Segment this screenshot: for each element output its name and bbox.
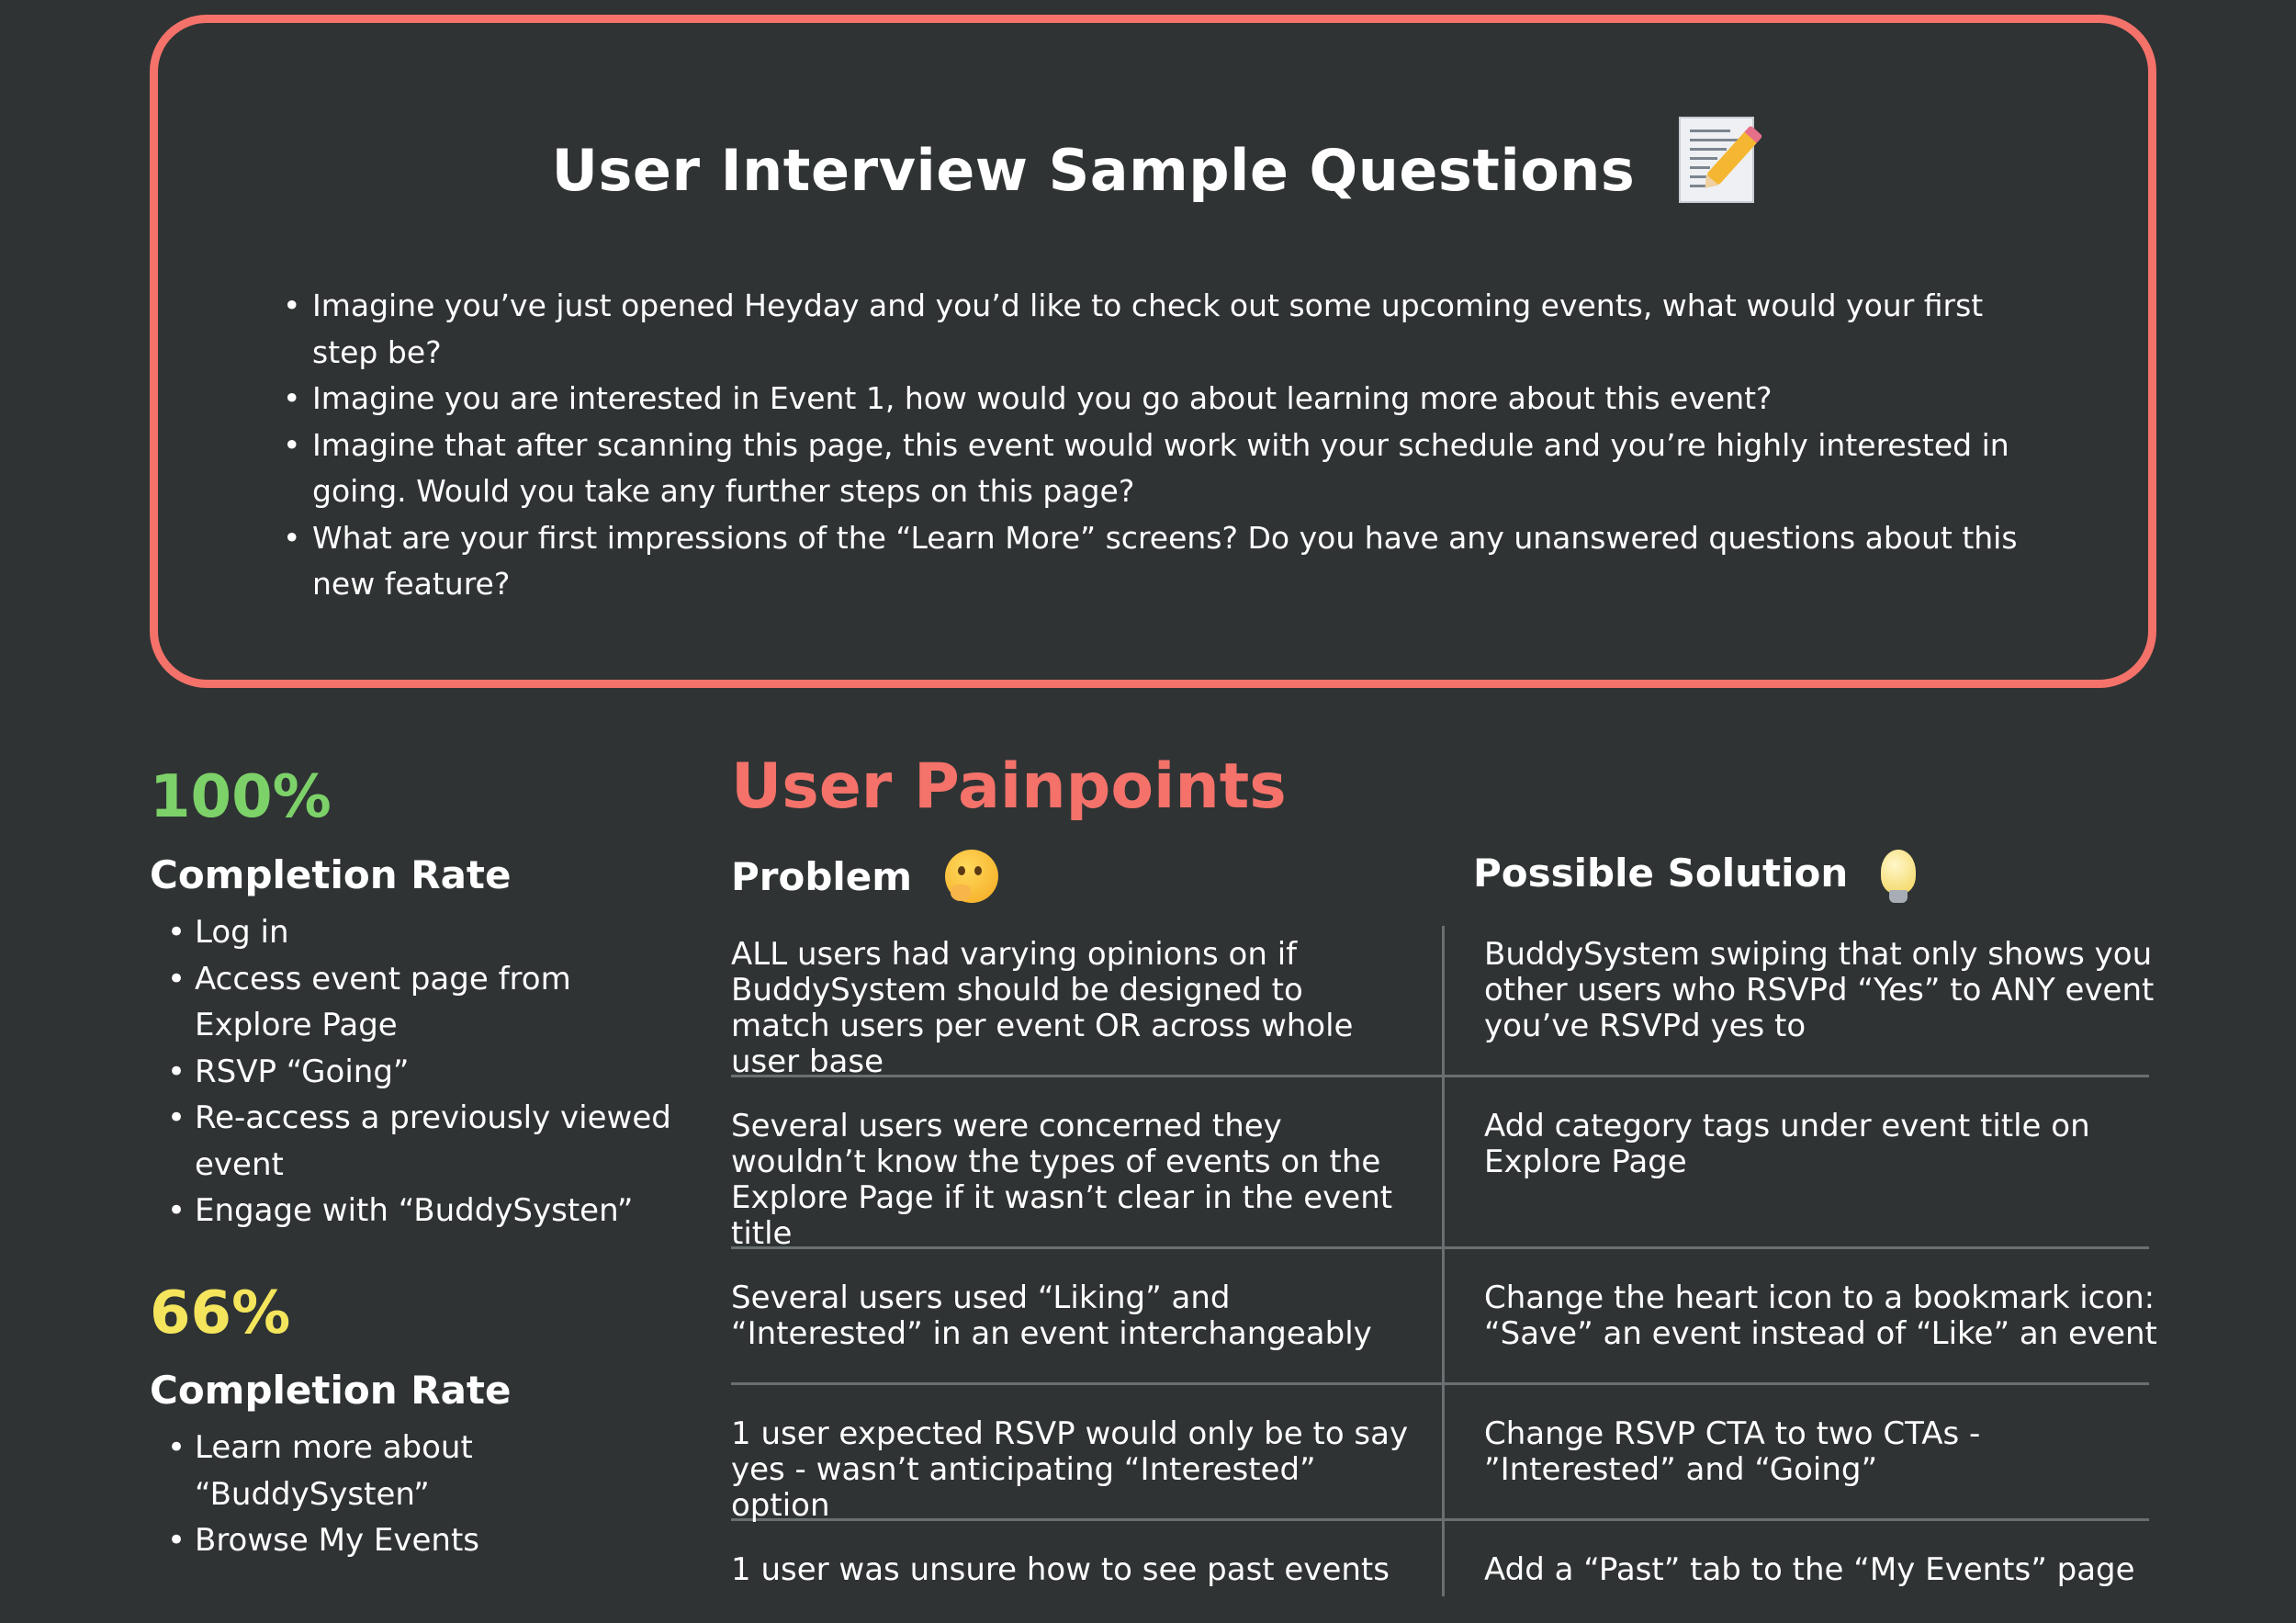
memo-icon bbox=[1679, 117, 1754, 203]
column-divider bbox=[1442, 926, 1445, 1596]
task-item: • Learn more about “BuddySysten” bbox=[195, 1425, 691, 1517]
completion-percent: 100% bbox=[150, 763, 332, 831]
completion-block-66 bbox=[150, 1279, 291, 1347]
task-item: • RSVP “Going” bbox=[195, 1049, 691, 1096]
task-item: • Access event page from Explore Page bbox=[195, 956, 691, 1049]
interview-title-row bbox=[158, 117, 2148, 204]
row-divider bbox=[731, 1382, 2149, 1385]
task-item: • Log in bbox=[195, 909, 691, 956]
question-list bbox=[312, 283, 2030, 608]
completion-label: Completion Rate bbox=[150, 852, 512, 897]
question-item: • Imagine you’ve just opened Heyday and you’d like to check out some upcoming events, what would your first step be? bbox=[312, 283, 2030, 376]
solution-cell: Add a “Past” tab to the “My Events” page bbox=[1484, 1551, 2135, 1588]
completion-block-100 bbox=[150, 763, 332, 831]
problem-cell: Several users used “Liking” and “Interested” in an event interchangeably bbox=[731, 1279, 1372, 1352]
solution-cell: Change the heart icon to a bookmark icon: “Save” an event instead of “Like” an event bbox=[1484, 1279, 2157, 1352]
solution-header bbox=[1473, 850, 1916, 894]
completion-percent: 66% bbox=[150, 1279, 291, 1347]
question-item: • What are your first impressions of the “Learn More” screens? Do you have any unanswered questions about this new feature? bbox=[312, 515, 2030, 608]
completion-task-list bbox=[195, 909, 691, 1234]
light-bulb-icon bbox=[1881, 850, 1916, 894]
solution-cell: Change RSVP CTA to two CTAs - ”Interested” and “Going” bbox=[1484, 1415, 1981, 1488]
problem-cell: 1 user expected RSVP would only be to say yes - wasn’t anticipating “Interested” option bbox=[731, 1415, 1409, 1524]
completion-label: Completion Rate bbox=[150, 1368, 512, 1413]
solution-header-label: Possible Solution bbox=[1473, 851, 1849, 896]
task-item: • Engage with “BuddySysten” bbox=[195, 1188, 691, 1234]
thinking-face-icon bbox=[945, 850, 998, 903]
problem-cell: ALL users had varying opinions on if BuddySystem should be designed to match users per event OR across whole user base bbox=[731, 936, 1354, 1080]
problem-header-label: Problem bbox=[731, 854, 913, 899]
solution-cell: Add category tags under event title on Explore Page bbox=[1484, 1108, 2090, 1180]
solution-cell: BuddySystem swiping that only shows you other users who RSVPd “Yes” to ANY event you’ve RSVPd yes to bbox=[1484, 936, 2155, 1044]
question-item: • Imagine you are interested in Event 1, how would you go about learning more about this event? bbox=[312, 376, 2030, 423]
question-item: • Imagine that after scanning this page, this event would work with your schedule and you’re highly interested in going. Would you take any further steps on this page? bbox=[312, 423, 2030, 515]
task-item: • Browse My Events bbox=[195, 1517, 691, 1564]
problem-cell: 1 user was unsure how to see past events bbox=[731, 1551, 1390, 1588]
painpoints-title: User Painpoints bbox=[731, 750, 1287, 823]
problem-header bbox=[731, 850, 998, 903]
interview-title: User Interview Sample Questions bbox=[551, 137, 1636, 204]
completion-task-list bbox=[195, 1425, 691, 1564]
problem-cell: Several users were concerned they wouldn’t know the types of events on the Explore Page if it wasn’t clear in the event title bbox=[731, 1108, 1393, 1252]
task-item: • Re-access a previously viewed event bbox=[195, 1095, 691, 1188]
